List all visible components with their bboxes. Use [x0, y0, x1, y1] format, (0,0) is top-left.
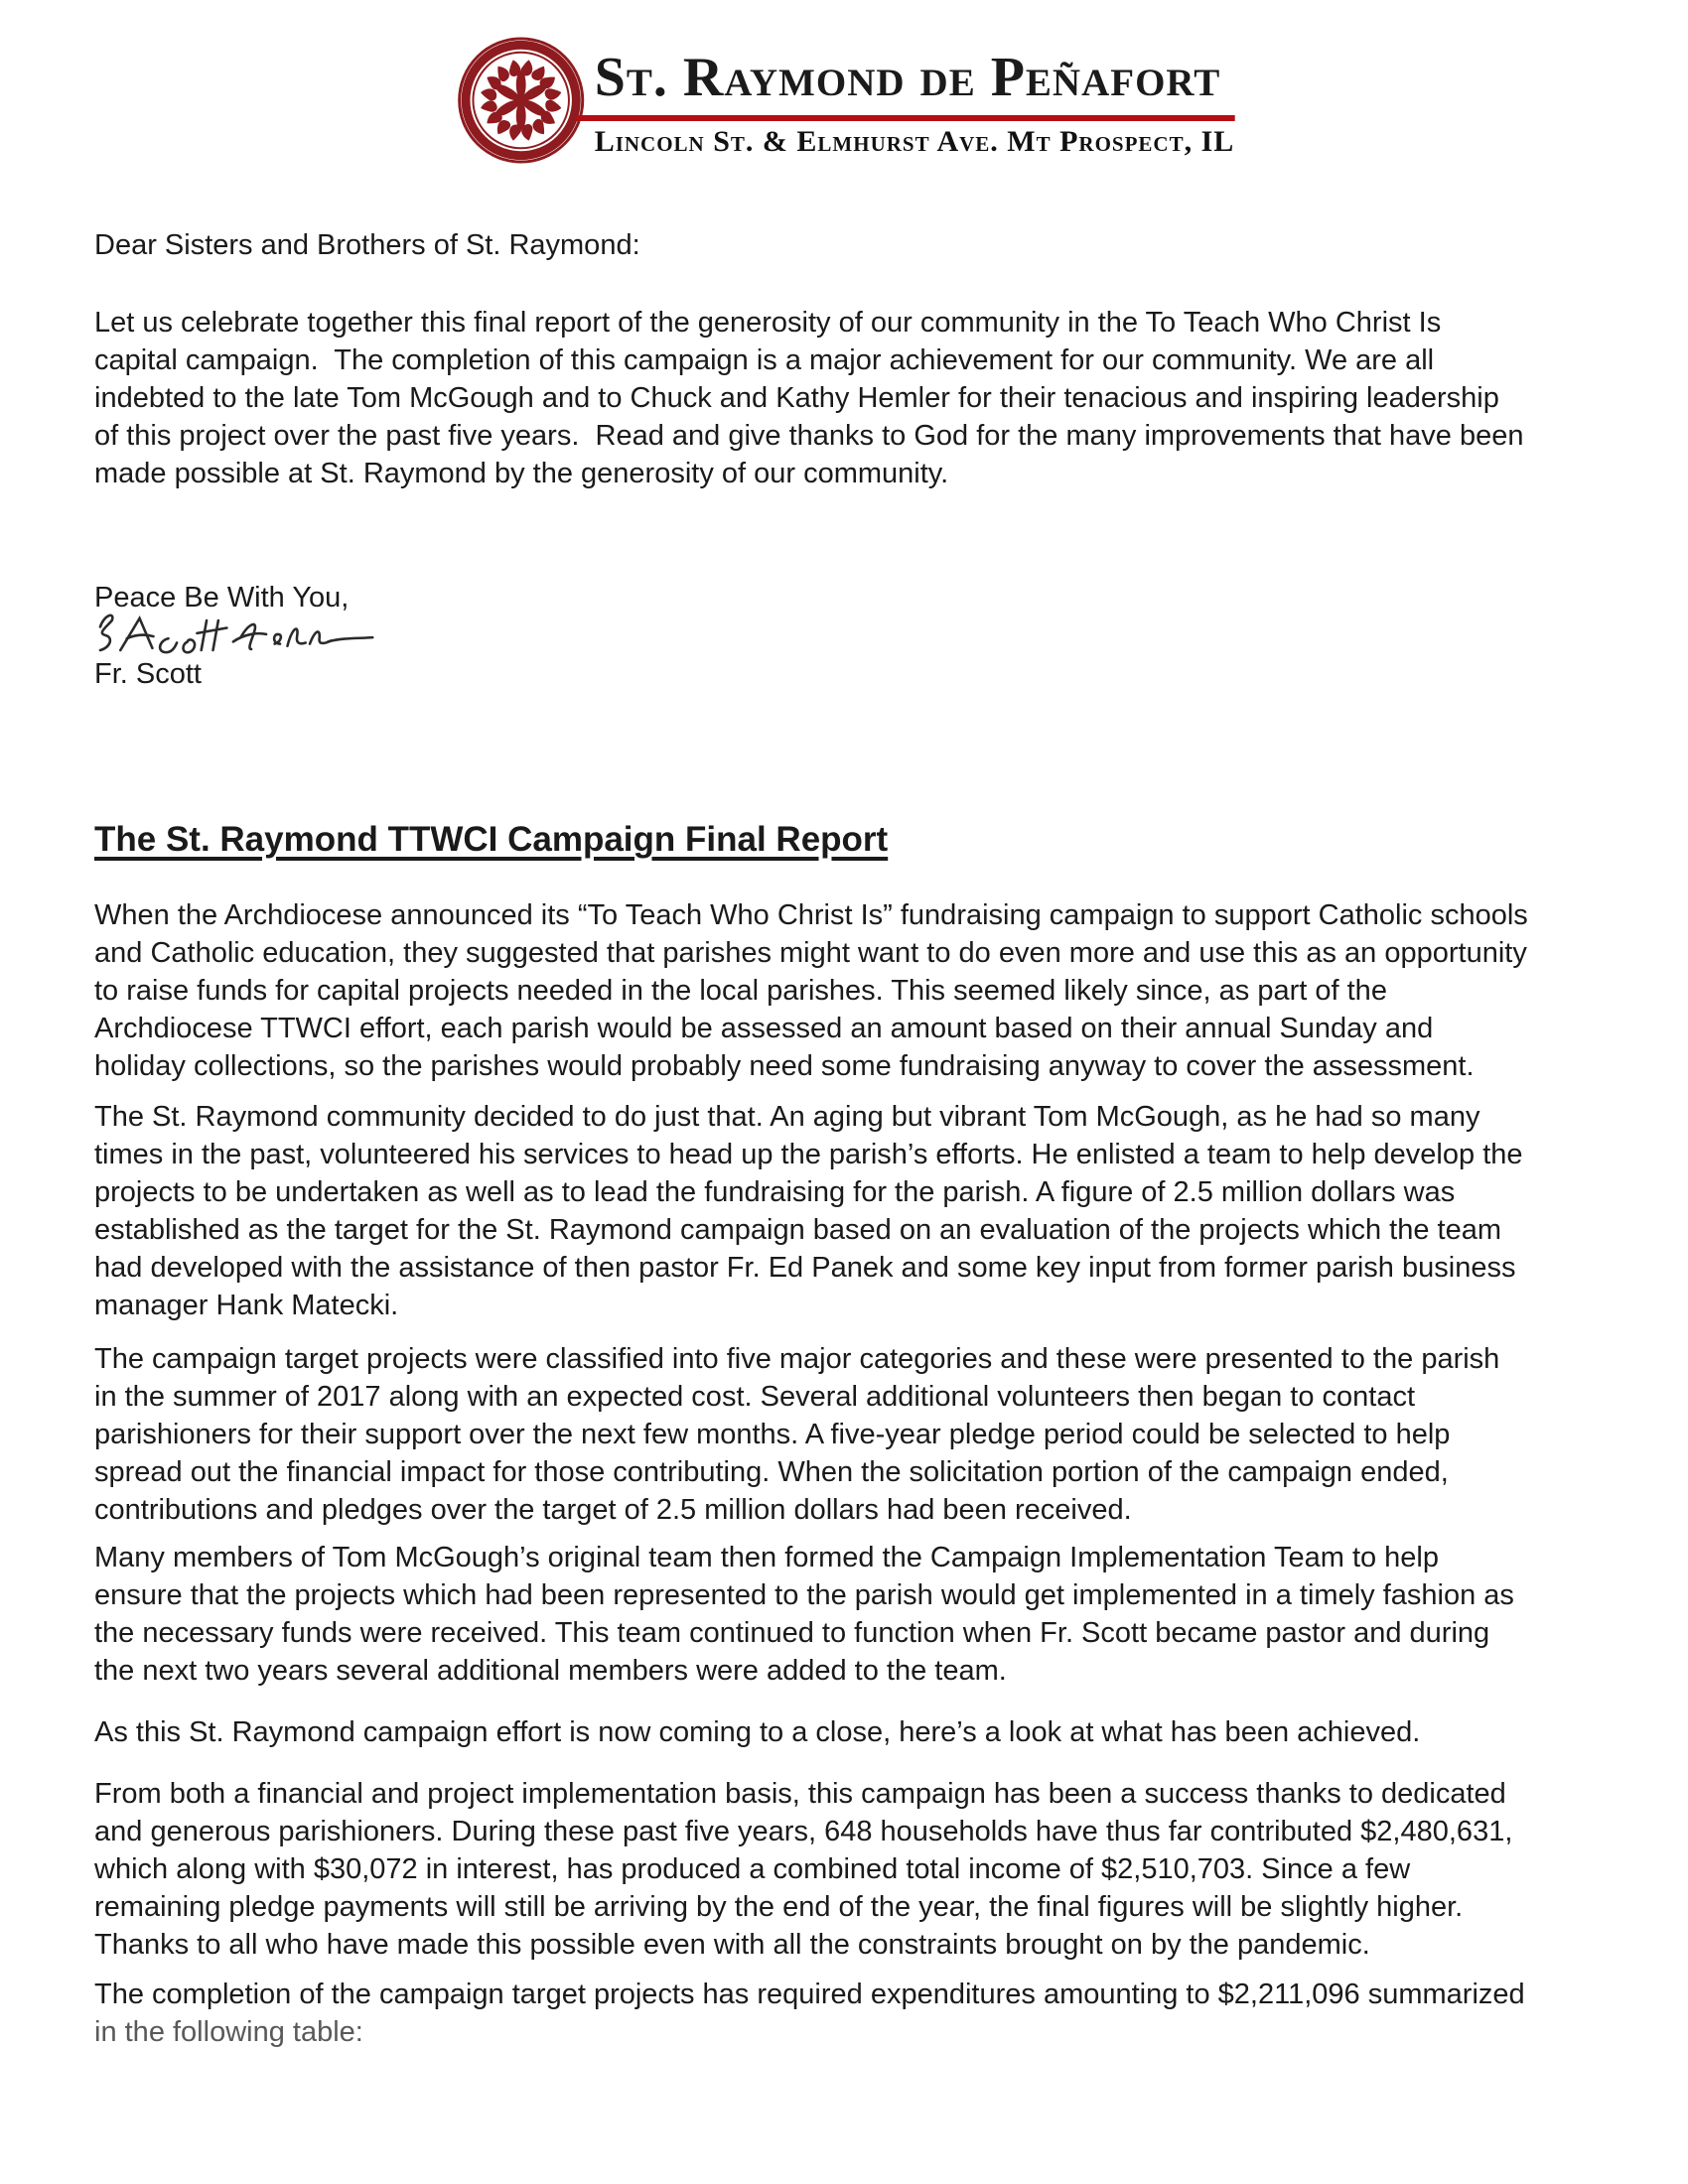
- report-paragraph: When the Archdiocese announced its “To Teach Who Christ Is” fundraising campaign to support Catholic schools and Catholic education, they suggested that parishes might want to do even more and use this as an opportunity to raise funds for capital projects needed in the local parishes. This seemed likely since, as part of the Archdiocese TTWCI effort, each parish would be assessed an amount based on their annual Sunday and holiday collections, so the parishes would probably need some fundraising anyway to cover the assessment.: [94, 899, 1536, 1082]
- final-paragraph-gray-part: in the following table:: [94, 1979, 1533, 2048]
- letterhead-text: [595, 42, 1235, 160]
- letter-body-paragraph: Let us celebrate together this final report of the generosity of our community in the To Teach Who Christ Is capital campaign. The completion of this campaign is a major achievement for our community. We are all indebted to the late Tom McGough and to Chuck and Kathy Hemler for their tenacious and inspiring leadership of this project over the past five years. Read and give thanks to God for the many improvements that have been made possible at St. Raymond by the generosity of our community.: [94, 307, 1532, 489]
- signer-name: Fr. Scott: [94, 658, 202, 690]
- letterhead-rule: [577, 115, 1235, 121]
- report-paragraph: Many members of Tom McGough’s original team then formed the Campaign Implementation Team to help ensure that the projects which had been represented to the parish would get implemented in a timely fashion as the necessary funds were received. This team continued to function when Fr. Scott became pastor and during the next two years several additional members were added to the team.: [94, 1542, 1522, 1687]
- salutation: Dear Sisters and Brothers of St. Raymond:: [94, 229, 640, 261]
- church-letterhead: [454, 36, 1235, 165]
- report-paragraph: The campaign target projects were classified into five major categories and these were presented to the parish in the summer of 2017 along with an expected cost. Several additional volunteers then began to contact parishioners for their support over the next few months. A five-year pledge period could be selected to help spread out the financial impact for those contributing. When the solicitation portion of the campaign ended, contributions and pledges over the target of 2.5 million dollars had been received.: [94, 1343, 1508, 1526]
- church-address: Lincoln St. & Elmhurst Ave. Mt Prospect, IL: [594, 125, 1235, 158]
- report-final-paragraph: [94, 1976, 1533, 2051]
- final-paragraph-black-part: The completion of the campaign target projects has required expenditures amounting to $2,211,096 summarized: [94, 1979, 1525, 2010]
- closing-line: Peace Be With You,: [94, 582, 350, 614]
- report-paragraph: As this St. Raymond campaign effort is now coming to a close, here’s a look at what has been achieved.: [94, 1716, 1421, 1748]
- report-paragraph: The St. Raymond community decided to do just that. An aging but vibrant Tom McGough, as he had so many times in the past, volunteered his services to head up the parish’s efforts. He enlisted a team to help develop the projects to be undertaken as well as to lead the fundraising for the parish. A figure of 2.5 million dollars was established as the target for the St. Raymond campaign based on an evaluation of the projects which the team had developed with the assistance of then pastor Fr. Ed Panek and some key input from former parish business manager Hank Matecki.: [94, 1101, 1531, 1321]
- report-title: The St. Raymond TTWCI Campaign Final Report: [94, 820, 889, 859]
- church-name: St. Raymond de Peñafort: [594, 47, 1221, 108]
- rosette-medallion-icon: [454, 36, 589, 165]
- report-paragraph: From both a financial and project implementation basis, this campaign has been a success thanks to dedicated and generous parishioners. During these past five years, 648 households have thus far contributed $2,480,631, which along with $30,072 in interest, has produced a combined total income of $2,510,703. Since a few remaining pledge payments will still be arriving by the end of the year, the final figures will be slightly higher. Thanks to all who have made this possible even with all the constraints brought on by the pandemic.: [94, 1778, 1521, 1961]
